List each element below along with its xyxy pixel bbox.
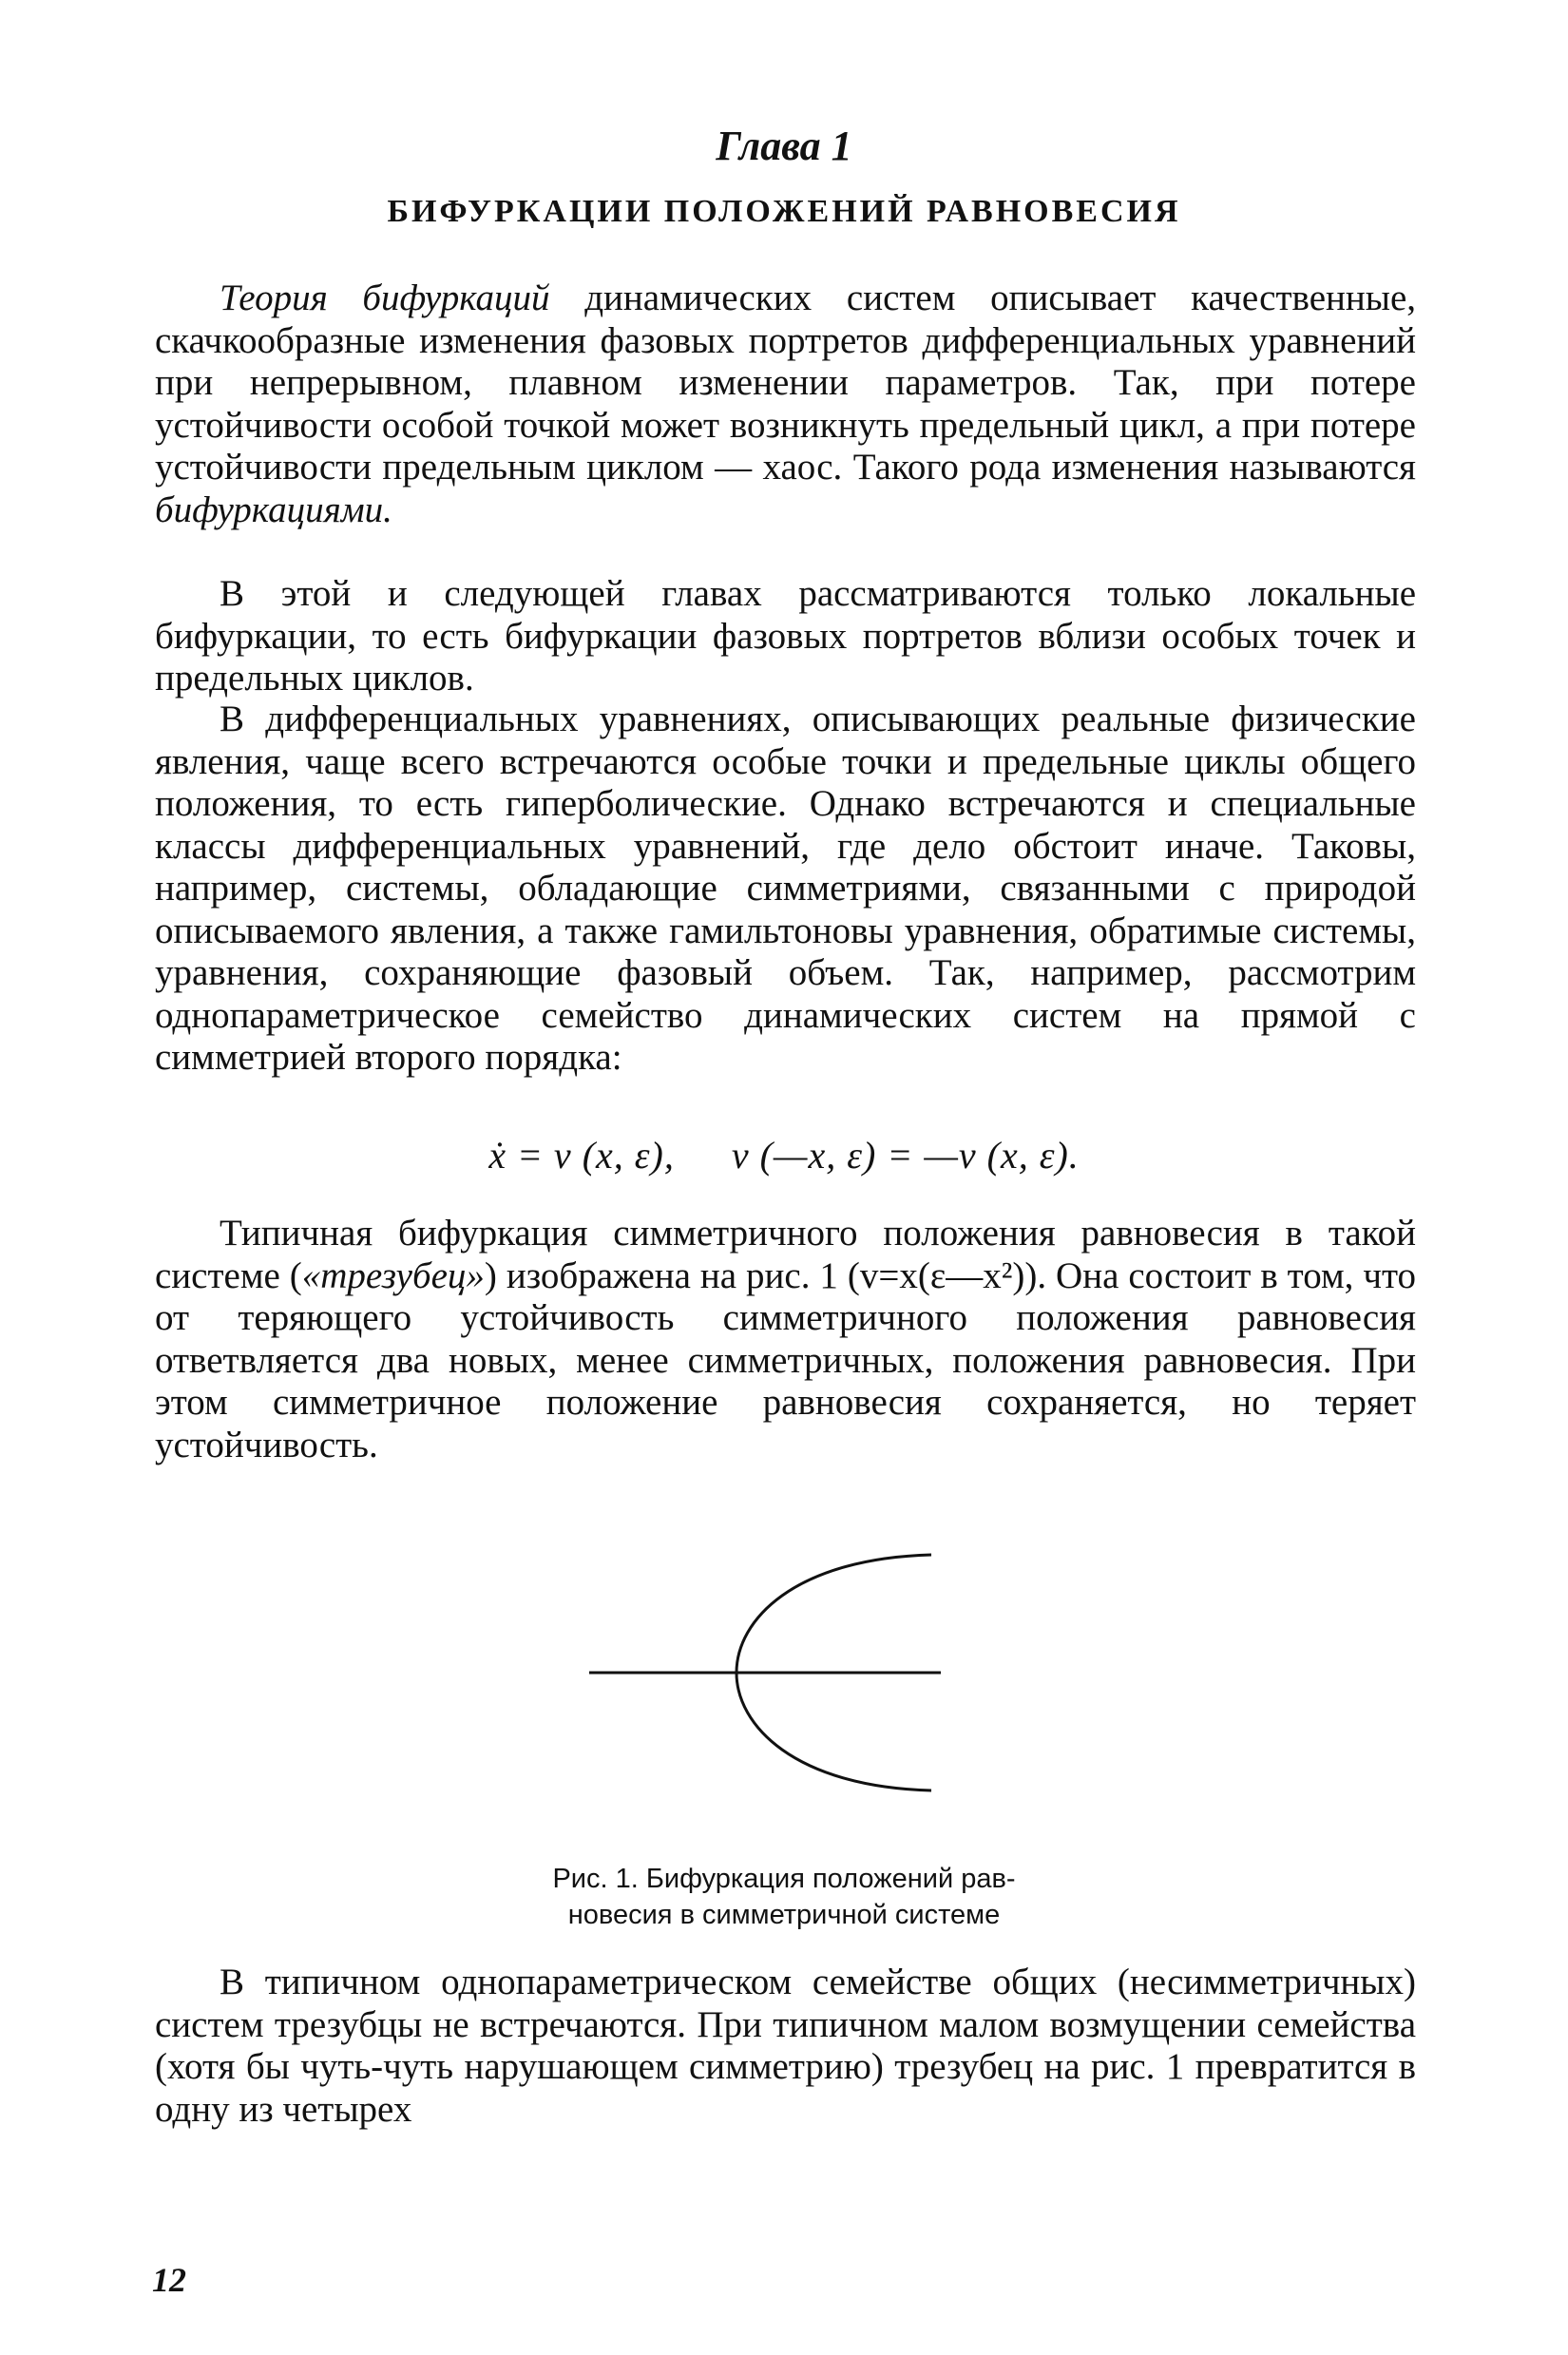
equation-right: v (—x, ε) = —v (x, ε). (731, 1134, 1080, 1177)
chapter-title: БИФУРКАЦИИ ПОЛОЖЕНИЙ РАВНОВЕСИЯ (387, 194, 1181, 229)
figure-caption (0, 1861, 1568, 1933)
chapter-label: Глава 1 (716, 123, 852, 169)
caption-line-2: новесия в симметричной системе (567, 1900, 1001, 1930)
term-bifurcation-theory: Теория бифуркаций (220, 278, 550, 318)
term-bifurcations: бифуркациями. (155, 488, 392, 530)
paragraph-pitchfork-text-a: Типичная бифуркация симметричного положения равновесия в такой системе ( (155, 1213, 1416, 1296)
equation (0, 1133, 1568, 1178)
paragraph-symmetry (155, 699, 1416, 1080)
paragraph-local-text: В этой и следующей главах рассматриваются только локальные бифуркации, то есть бифуркации фазовых портретов вблизи особых точек и предельных циклов. (155, 573, 1416, 699)
term-pitchfork: «трезубец» (301, 1254, 485, 1296)
equation-left: ẋ = v (x, ε), (488, 1134, 675, 1177)
paragraph-symmetry-text: В дифференциальных уравнениях, описывающих реальные физические явления, чаще всего встречаются особые точки и предельные циклы общего положения, то есть гиперболические. Однако встречаются и специальные классы дифференциальных уравнений, где дело обстоит иначе. Таковы, например, системы, обладающие симметриями, связанными с природой описываемого явления, а также гамильтоновы уравнения, обратимые системы, уравнения, сохраняющие фазовый объем. Так, например, рассмотрим однопараметрическое семейство динамических систем на прямой с симметрией второго порядка: (155, 699, 1416, 1078)
paragraph-perturbation (155, 1962, 1416, 2131)
paragraph-pitchfork-text-b: ) изображена на рис. 1 (v=x(ε—x²)). Она состоит в том, что от теряющего устойчивость симметричного положения равновесия ответвляется два новых, менее симметричных, положения равновесия. При этом симметричное положение равновесия сохраняется, но теряет устойчивость. (155, 1254, 1416, 1465)
paragraph-local (155, 573, 1416, 700)
paragraph-perturbation-text: В типичном однопараметрическом семействе общих (несимметричных) систем трезубцы не встречаются. При типичном малом возмущении семейства (хотя бы чуть-чуть нарушающем симметрию) трезубец на рис. 1 превратится в одну из четырех (155, 1962, 1416, 2130)
caption-line-1: Рис. 1. Бифуркация положений рав- (552, 1864, 1016, 1894)
figure-pitchfork (570, 1521, 950, 1825)
page-number: 12 (152, 2261, 186, 2299)
paragraph-intro-text: динамических систем описывает качественные, скачкообразные изменения фазовых портретов дифференциальных уравнений при непрерывном, плавном изменении параметров. Так, при потере устойчивости особой точкой может возникнуть предельный цикл, а при потере устойчивости предельным циклом — хаос. Такого рода изменения называются (155, 278, 1417, 488)
paragraph-intro (155, 278, 1416, 531)
paragraph-pitchfork (155, 1213, 1416, 1466)
pitchfork-diagram (570, 1521, 950, 1825)
